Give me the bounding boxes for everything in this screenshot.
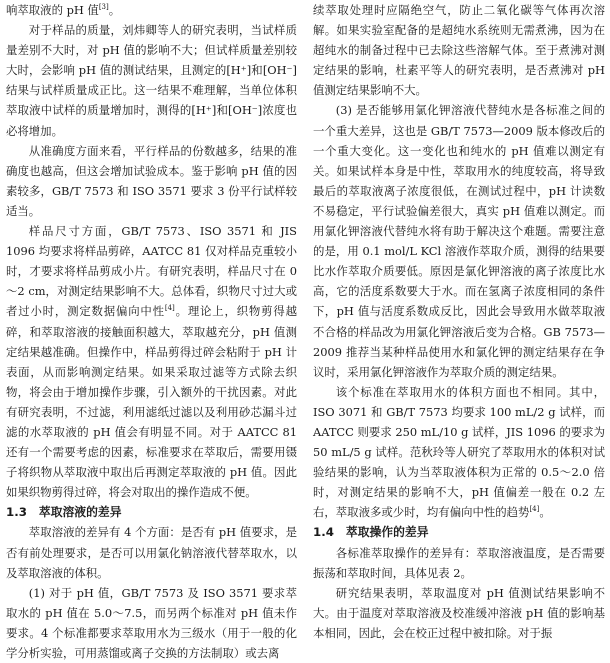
paragraph — [6, 20, 297, 141]
paragraph — [6, 0, 297, 20]
section-title: 萃取操作的差异 — [345, 525, 429, 540]
paragraph-text: 从准确度方面来看，平行样品的份数越多，结果的准确度也越高，但这会增加试验成本。鉴于影响 pH 值的因素较多，GB/T 7573 和 ISO 3571 要求 3 份平行试样较适当。 — [6, 143, 297, 218]
paragraph — [313, 382, 605, 523]
paragraph-text: 样品尺寸方面，GB/T 7573、ISO 3571 和 JIS 1096 均要求将样品剪碎，AATCC 81 仅对样品克重较小时，才要求将样品剪成小片。有研究表明，样品尺寸在 0～2 cm，对测定结果影响不大。总体看，织物尺寸过大或者过小时，测定数据偏向中性 — [6, 224, 297, 319]
citation-ref: [4] — [529, 505, 540, 514]
paragraph-text: 各标准萃取操作的差异有：萃取溶液温度，是否需要振荡和萃取时间，具体见表 2。 — [313, 545, 605, 580]
section-number: 1.4 — [313, 525, 334, 540]
citation-ref: [4] — [164, 304, 175, 313]
paragraph — [313, 100, 605, 381]
section-number: 1.3 — [6, 505, 27, 520]
paragraph-text: (1) 对于 pH 值，GB/T 7573 及 ISO 3571 要求萃取水的 pH 值在 5.0～7.5，而另两个标准对 pH 值未作要求。4 个标准都要求萃取用水为三级水（用于一般的化学分析实验，可用蒸馏或离子交换的方法制取）或去离 — [6, 585, 297, 660]
paragraph-text-continued: 。 — [539, 505, 551, 520]
paragraph-text-continued: 。 — [108, 3, 121, 17]
section-heading — [6, 502, 297, 522]
paragraph — [313, 543, 605, 583]
paragraph-text: 响萃取液的 pH 值 — [6, 3, 99, 17]
paragraph-text: 研究结果表明，萃取温度对 pH 值测试结果影响不大。由于温度对萃取溶液及校准缓冲溶液 pH 值的影响基本相同，因此，会在校正过程中被扣除。对于振 — [313, 585, 605, 640]
paragraph — [313, 0, 605, 100]
right-column — [313, 0, 605, 643]
paragraph — [313, 583, 605, 643]
paragraph — [6, 221, 297, 502]
paragraph-text: 萃取溶液的差异有 4 个方面：是否有 pH 值要求，是否有前处理要求，是否可以用氯化钠溶液代替萃取水，以及萃取溶液的体积。 — [6, 525, 297, 580]
paragraph — [6, 141, 297, 221]
paragraph-text: 续萃取处理时应隔绝空气，防止二氧化碳等气体再次溶解。如果实验室配备的是超纯水系统则无需煮沸，因为在超纯水的制备过程中已去除这些溶解气体。至于煮沸对测定结果的影响，杜素平等人的研究表明，是否煮沸对 pH 值测定结果影响不大。 — [313, 3, 605, 98]
paragraph-text: 该个标准在萃取用水的体积方面也不相同。其中，ISO 3071 和 GB/T 7573 均要求 100 mL/2 g 试样，而 AATCC 则要求 250 mL/10 g 试样，JIS 1096 的要求为 50 mL/5 g 试样。范秋玲等人研究了萃取用水的体积对试验结果的影响，认为当萃取液体积为正常的 0.5～2.0 倍时，对测定结果的影响不大，pH 值偏差一般在 0.2 左右，萃取液多或少时，均有偏向中性的趋势 — [313, 384, 605, 520]
paragraph-text-continued: 。理论上，织物剪得越碎，和萃取溶液的接触面积越大，萃取越充分，pH 值测定结果越准确。但操作中，样品剪得过碎会粘附于 pH 计表面，从而影响测定结果。如果采取过滤等方式除去织物，将会由于增加操作步骤，引入额外的干扰因素。对此有研究表明，不过滤，利用滤纸过滤以及利用砂芯漏斗过滤的水萃取液的 pH 值会有明显不同。对于 AATCC 81 还有一个需要考虑的因素，标准要求在萃取后，需要用镊子将织物从萃取液中取出后再测定萃取液的 pH 值。因此如果织物剪得过碎，将会对取出的操作造成不便。 — [6, 304, 297, 500]
paragraph — [6, 522, 297, 582]
citation-ref: [3] — [98, 3, 109, 12]
paragraph — [6, 583, 297, 663]
section-title: 萃取溶液的差异 — [38, 505, 122, 520]
paragraph-text: (3) 是否能够用氯化钾溶液代替纯水是各标准之间的一个重大差异，这也是 GB/T 7573—2009 版本修改后的一个重大变化。这一变化也和纯水的 pH 值难以测定有关。如果试样本身是中性，萃取用水的纯度较高，将导致最后的萃取液离子浓度很低，在测试过程中，pH 计读数不易稳定，平行试验偏差很大，真实 pH 值难以测定。而用氯化钾溶液代替纯水将有助于解决这个难题。需要注意的是，用 0.1 mol/L KCl 溶液作萃取介质，测得的结果要比水作萃取介质要低。原因是氯化钾溶液的离子浓度比水高，它的活度系数要大于水。而在氢离子浓度相同的条件下，pH 值与活度系数成反比，因此会导致用水做萃取液不合格的样品改为用氯化钾溶液后变为合格。GB 7573—2009 推荐当某种样品使用水和氯化钾的测定结果存在争议时，采用氯化钾溶液作为萃取介质的测定结果。 — [313, 103, 605, 379]
left-column — [6, 0, 297, 663]
paragraph-text: 对于样品的质量，刘炜卿等人的研究表明，当试样质量差别不大时，对 pH 值的影响不大；但试样质量差别较大时，会影响 pH 值的测试结果，且测定的[H⁺]和[OH⁻]结果与试样质量成正比。这一结果不难理解，当单位体积萃取液中试样的质量增加时，测得的[H⁺]和[OH⁻]浓度也必将增加。 — [6, 23, 297, 138]
section-heading — [313, 522, 605, 542]
